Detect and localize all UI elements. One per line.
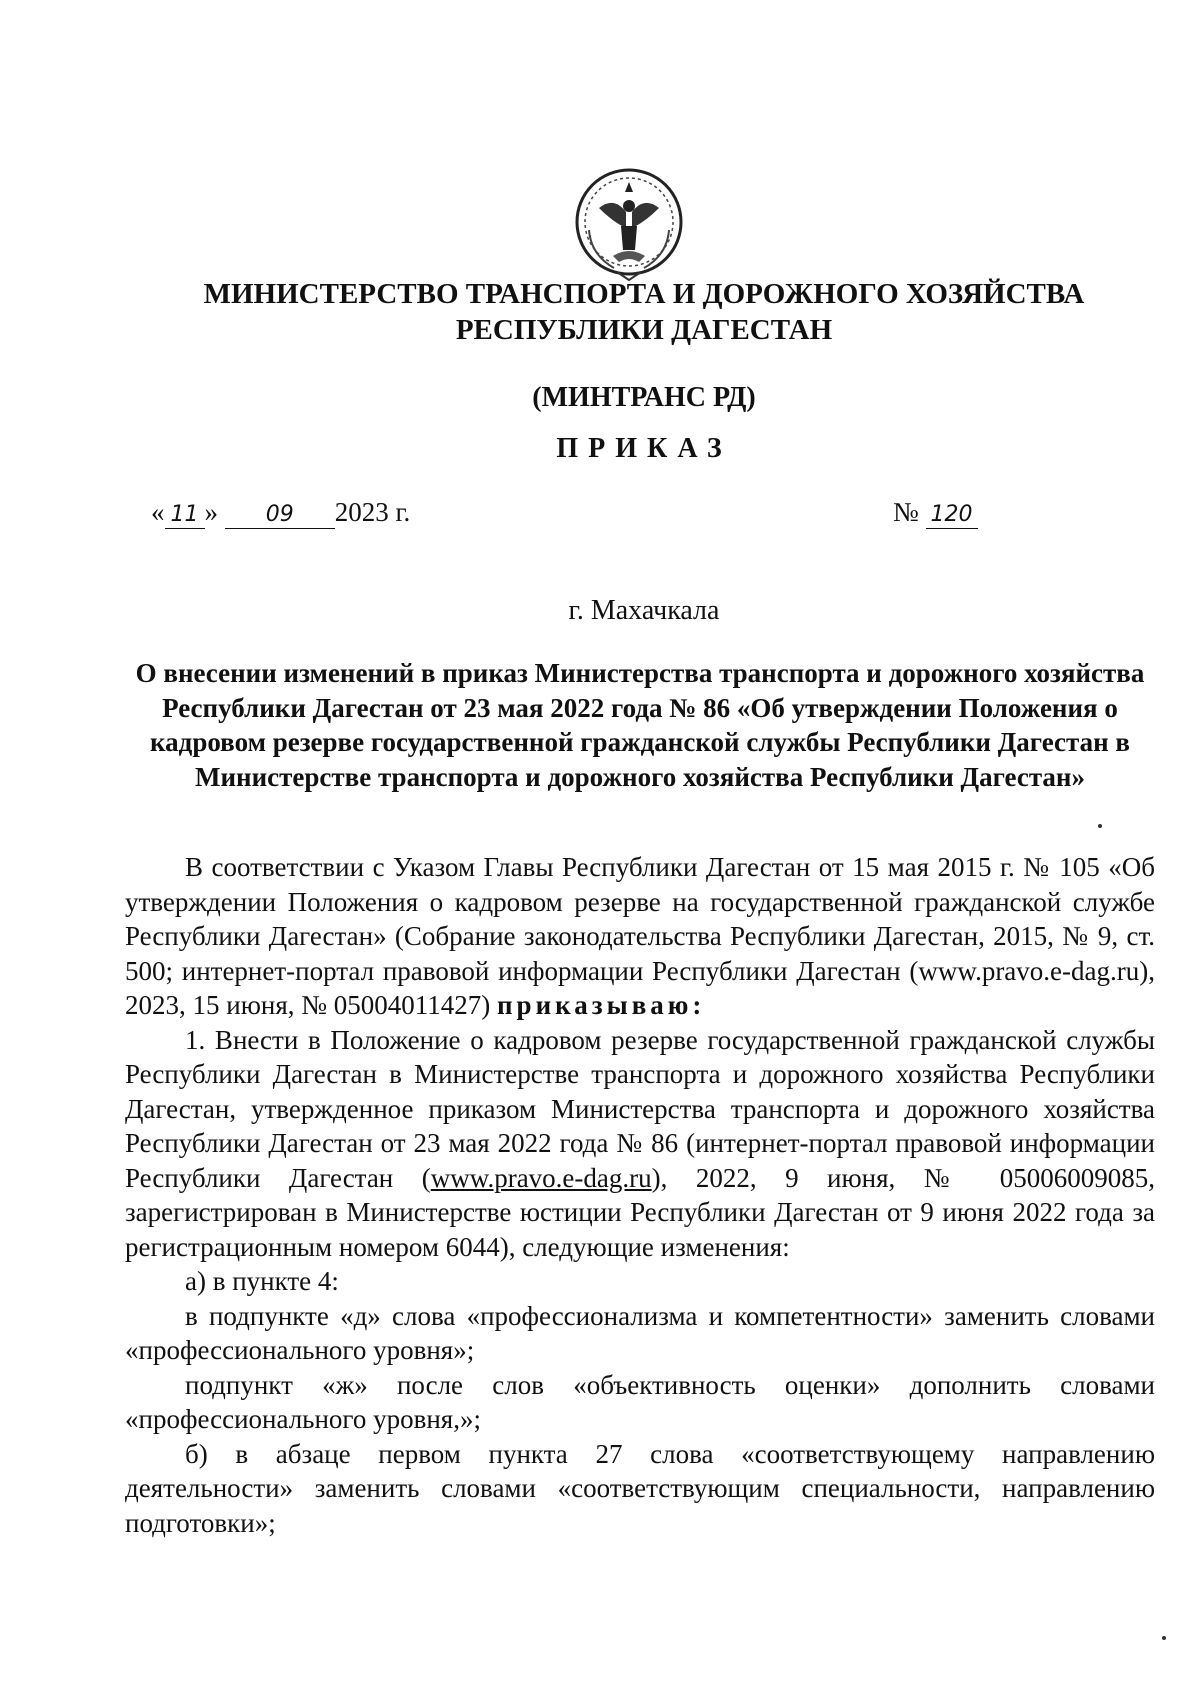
number-prefix: № [893, 497, 919, 527]
date-day: 11 [165, 502, 205, 529]
order-word: приказываю: [497, 990, 706, 1020]
date-year: 2023 г. [334, 497, 411, 527]
item-a1-paragraph: в подпункте «д» слова «профессионализма и компетентности» заменить словами «профессионального уровня»; [125, 1300, 1155, 1365]
pravo-link[interactable]: www.pravo.e-dag.ru [430, 1162, 652, 1193]
date-close-quote: » [204, 497, 218, 527]
document-type-title: ПРИКАЗ [556, 433, 732, 464]
order-subject: О внесении изменений в приказ Министерства транспорта и дорожного хозяйства Республики Дагестан от 23 мая 2022 года № 86 «Об утверждении Положения о кадровом резерве государственной гражданской службы Республики Дагестан в Министерстве транспорта и дорожного хозяйства Республики Дагестан» [135, 658, 1145, 792]
ministry-line-1: МИНИСТЕРСТВО ТРАНСПОРТА И ДОРОЖНОГО ХОЗЯЙСТВА [203, 278, 1085, 310]
order-body [125, 850, 1155, 1540]
item-1-text-before: 1. Внести в Положение о кадровом резерве государственной гражданской службы Республики Дагестан в Министерстве транспорта и дорожного хозяйства Республики Дагестан, утвержденное приказом Министерства транспорта и дорожного хозяйства Республики Дагестан от 23 мая 2022 года № 86 (интернет-портал правовой информации Республики Дагестан ( [125, 1024, 1155, 1193]
ministry-line-2: РЕСПУБЛИКИ ДАГЕСТАН [455, 314, 833, 346]
order-number [893, 497, 978, 529]
preamble-paragraph [125, 850, 1155, 1023]
number-value: 120 [926, 502, 978, 529]
item-a-paragraph: а) в пункте 4: [185, 1266, 339, 1296]
date-open-quote: « [151, 497, 165, 527]
item-a2-paragraph: подпункт «ж» после слов «объективность оценки» дополнить словами «профессионального уровня,»; [125, 1369, 1155, 1434]
order-date [151, 497, 410, 529]
ministry-abbreviation: (МИНТРАНС РД) [532, 382, 756, 413]
dagestan-coat-of-arms-icon [569, 160, 689, 285]
preamble-text: В соответствии с Указом Главы Республики Дагестан от 15 мая 2015 г. № 105 «Об утверждении Положения о кадровом резерве на государственной гражданской службе Республики Дагестан» (Собрание законодательства Республики Дагестан, 2015, № 9, ст. 500; интернет-портал правовой информации Республики Дагестан (www.pravo.e-dag.ru), 2023, 15 июня, № 05004011427) [125, 852, 1155, 1020]
scan-speck [1098, 824, 1102, 828]
item-1-paragraph [125, 1023, 1155, 1265]
ministry-name [0, 276, 1200, 348]
date-month: 09 [225, 502, 335, 529]
scan-speck [1162, 1636, 1166, 1640]
item-b-paragraph: б) в абзаце первом пункта 27 слова «соответствующему направлению деятельности» заменить словами «соответствующим специальности, направлению подготовки»; [125, 1438, 1155, 1538]
item-1-text-after: ), 2022, 9 июня, № 05006009085, зарегистрирован в Министерстве юстиции Республики Дагестан от 9 июня 2022 года за регистрационным номером 6044), следующие изменения: [125, 1162, 1155, 1262]
city-name: г. Махачкала [568, 595, 720, 626]
